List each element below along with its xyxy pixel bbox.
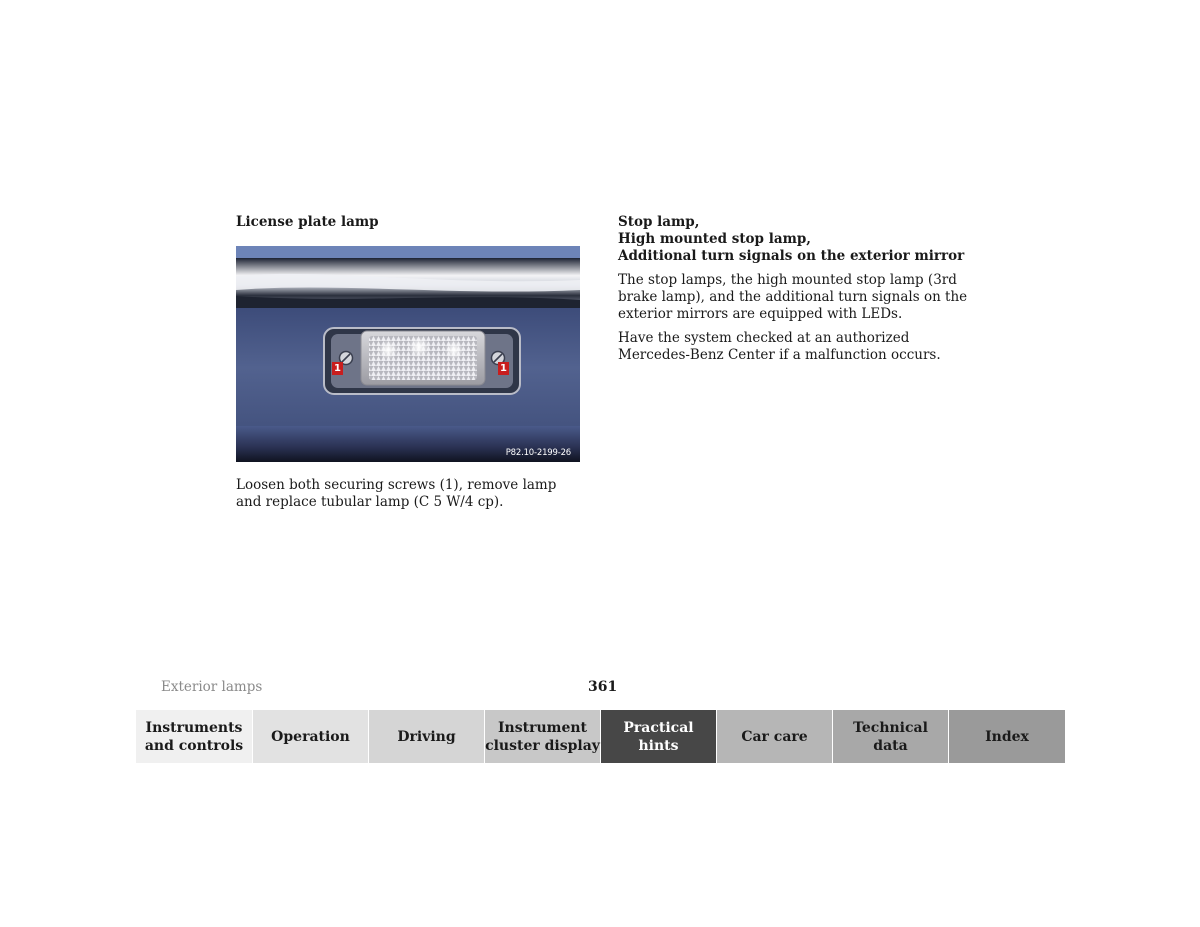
section-title: Exterior lamps <box>161 679 263 695</box>
tab-label: Index <box>985 728 1029 745</box>
stop-lamp-heading-line-1: Stop lamp, <box>618 214 700 230</box>
chapter-navigation <box>136 710 1065 763</box>
tab-technical-data[interactable] <box>833 710 949 763</box>
service-advice: Have the system checked at an authorized Mercedes-Benz Center if a malfunction occurs. <box>618 330 941 363</box>
tab-label: Operation <box>271 728 350 745</box>
lamp-replacement-instructions <box>236 477 580 511</box>
license-plate-lamp-figure <box>236 246 580 462</box>
tab-practical-hints[interactable] <box>601 710 717 763</box>
page-number: 361 <box>588 679 618 695</box>
callout-screw-left: 1 <box>332 362 343 375</box>
tab-label: Practical hints <box>623 719 694 754</box>
tab-label-line: Instruments <box>145 719 243 736</box>
tab-instrument-cluster-display[interactable] <box>485 710 601 763</box>
tab-car-care[interactable] <box>717 710 833 763</box>
tab-label-line: cluster display <box>485 737 600 754</box>
caption-text: Loosen both securing screws (1), remove lamp and replace tubular lamp (C 5 W/4 cp). <box>236 477 557 510</box>
stop-lamp-heading-line-3: Additional turn signals on the exterior mirror <box>618 248 965 264</box>
tab-label-line: Technical <box>853 719 928 736</box>
tab-label: Car care <box>741 728 808 745</box>
callout-screw-right: 1 <box>498 362 509 375</box>
tab-label-line: and controls <box>144 737 244 754</box>
license-plate-lamp-heading: License plate lamp <box>236 214 379 230</box>
tab-label: Driving <box>397 728 456 745</box>
license-plate-lamp-illustration <box>236 246 580 462</box>
led-description: The stop lamps, the high mounted stop lamp (3rd brake lamp), and the additional turn signals on the exterior mirrors are equipped with LEDs. <box>618 272 968 322</box>
tab-driving[interactable] <box>369 710 485 763</box>
tab-index[interactable] <box>949 710 1065 763</box>
left-column <box>236 214 580 231</box>
tab-operation[interactable] <box>253 710 369 763</box>
figure-code: P82.10-2199-26 <box>505 448 571 458</box>
right-column <box>618 214 978 364</box>
tab-instruments-and-controls[interactable] <box>136 710 253 763</box>
stop-lamp-heading-line-2: High mounted stop lamp, <box>618 231 812 247</box>
tab-label-line: Instrument <box>498 719 587 736</box>
tab-label-line: data <box>873 737 908 754</box>
